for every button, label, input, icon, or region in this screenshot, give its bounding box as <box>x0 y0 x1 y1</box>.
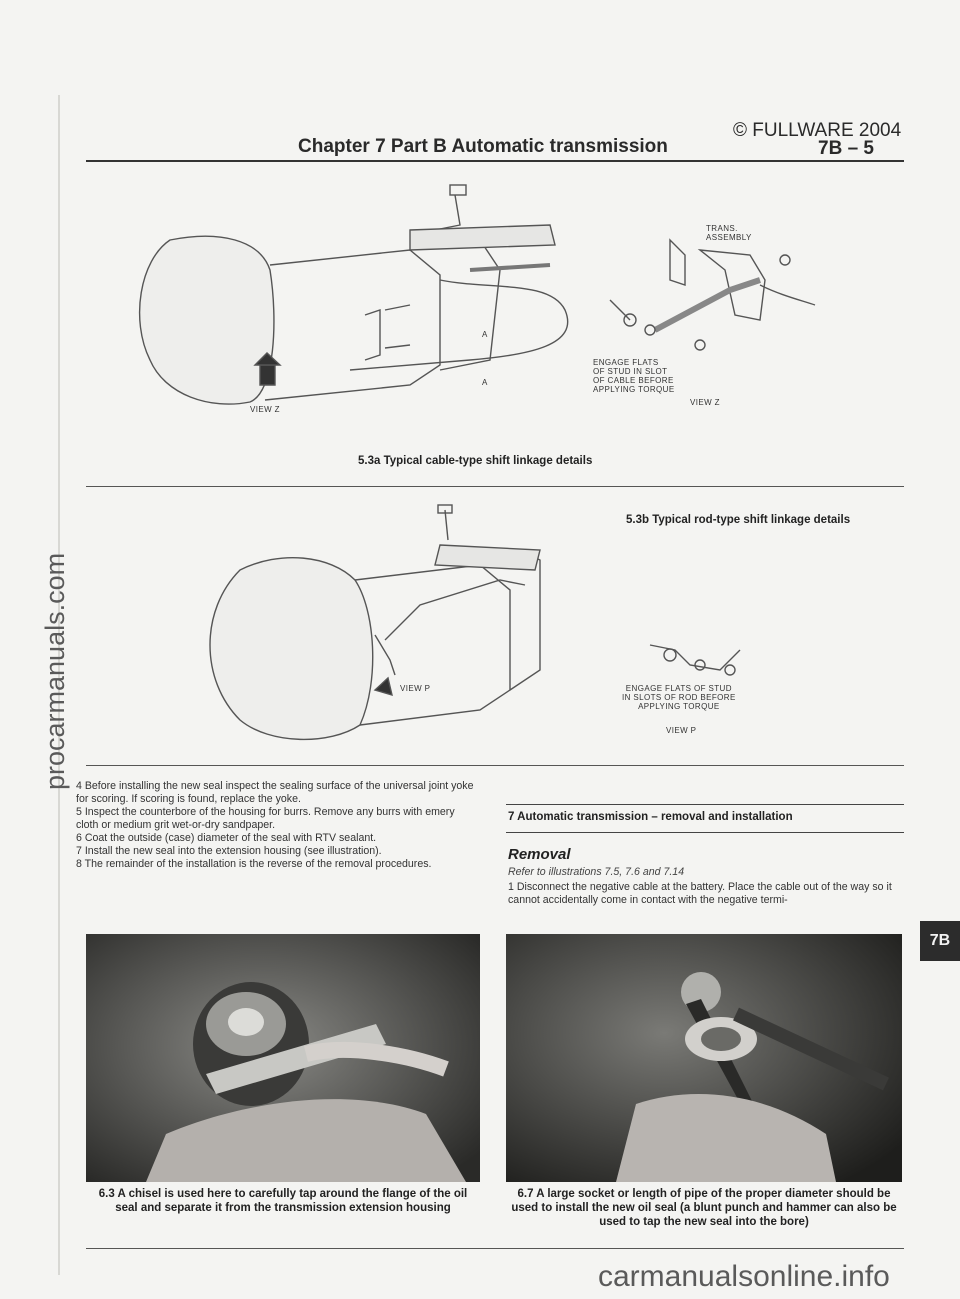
label-view-z-left: VIEW Z <box>250 405 280 414</box>
figure-divider-2 <box>86 765 904 766</box>
label-engage-flats-cable: ENGAGE FLATS OF STUD IN SLOT OF CABLE BEFORE APPLYING TORQUE <box>593 358 675 394</box>
figure-caption-5-3b: 5.3b Typical rod-type shift linkage details <box>626 514 851 526</box>
left-column-text <box>76 780 476 871</box>
subheading-removal: Removal <box>508 846 571 863</box>
section-rule-top <box>506 804 904 805</box>
label-engage-flats-rod: ENGAGE FLATS OF STUD IN SLOTS OF ROD BEFORE APPLYING TORQUE <box>622 684 736 711</box>
paragraph-4: 4 Before installing the new seal inspect the sealing surface of the universal joint yoke for scoring. If scoring is found, replace the yoke. <box>76 780 474 805</box>
figure-rod-linkage <box>180 500 780 750</box>
refer-to-illustrations: Refer to illustrations 7.5, 7.6 and 7.14 <box>508 866 685 878</box>
watermark-vertical: procarmanuals.com <box>40 552 70 790</box>
paragraph-6: 6 Coat the outside (case) diameter of the seal with RTV sealant. <box>76 832 377 844</box>
photo-caption-6-7: 6.7 A large socket or length of pipe of the proper diameter should be used to install the new oil seal (a blunt punch and hammer can also be used to tap the new seal into the bore) <box>511 1188 897 1228</box>
figure-divider <box>86 486 904 487</box>
watermark-bottom: carmanualsonline.info <box>598 1260 890 1293</box>
paragraph-5: 5 Inspect the counterbore of the housing for burrs. Remove any burrs with emery cloth or medium grit wet-or-dry sandpaper. <box>76 806 455 831</box>
label-a-bottom: A <box>482 378 488 387</box>
label-trans-assembly: TRANS. ASSEMBLY <box>706 224 752 242</box>
header-rule <box>86 160 904 162</box>
paragraph-7: 7 Install the new seal into the extension housing (see illustration). <box>76 845 382 857</box>
footer-rule <box>86 1248 904 1249</box>
figure-cable-linkage <box>110 170 830 430</box>
label-view-p-left: VIEW P <box>400 684 431 693</box>
photo-socket-seal <box>506 934 902 1182</box>
page-number: 7B – 5 <box>818 138 874 159</box>
figure-caption-5-3a: 5.3a Typical cable-type shift linkage details <box>358 455 593 467</box>
photo-chisel-seal <box>86 934 480 1182</box>
copyright-notice: © FULLWARE 2004 <box>733 120 902 141</box>
paragraph-8: 8 The remainder of the installation is the reverse of the removal procedures. <box>76 858 432 870</box>
chapter-tab: 7B <box>920 921 960 961</box>
label-a-top: A <box>482 330 488 339</box>
section-rule-bottom <box>506 832 904 833</box>
removal-paragraph-1: 1 Disconnect the negative cable at the battery. Place the cable out of the way so it cannot accidentally come in contact with the negative termi- <box>508 881 892 906</box>
photo-caption-6-3: 6.3 A chisel is used here to carefully tap around the flange of the oil seal and separate it from the transmission extension housing <box>98 1188 468 1214</box>
section-heading: 7 Automatic transmission – removal and installation <box>508 811 793 823</box>
chapter-title: Chapter 7 Part B Automatic transmission <box>298 136 668 157</box>
label-view-p-right: VIEW P <box>666 726 697 735</box>
label-view-z-right: VIEW Z <box>690 398 720 407</box>
